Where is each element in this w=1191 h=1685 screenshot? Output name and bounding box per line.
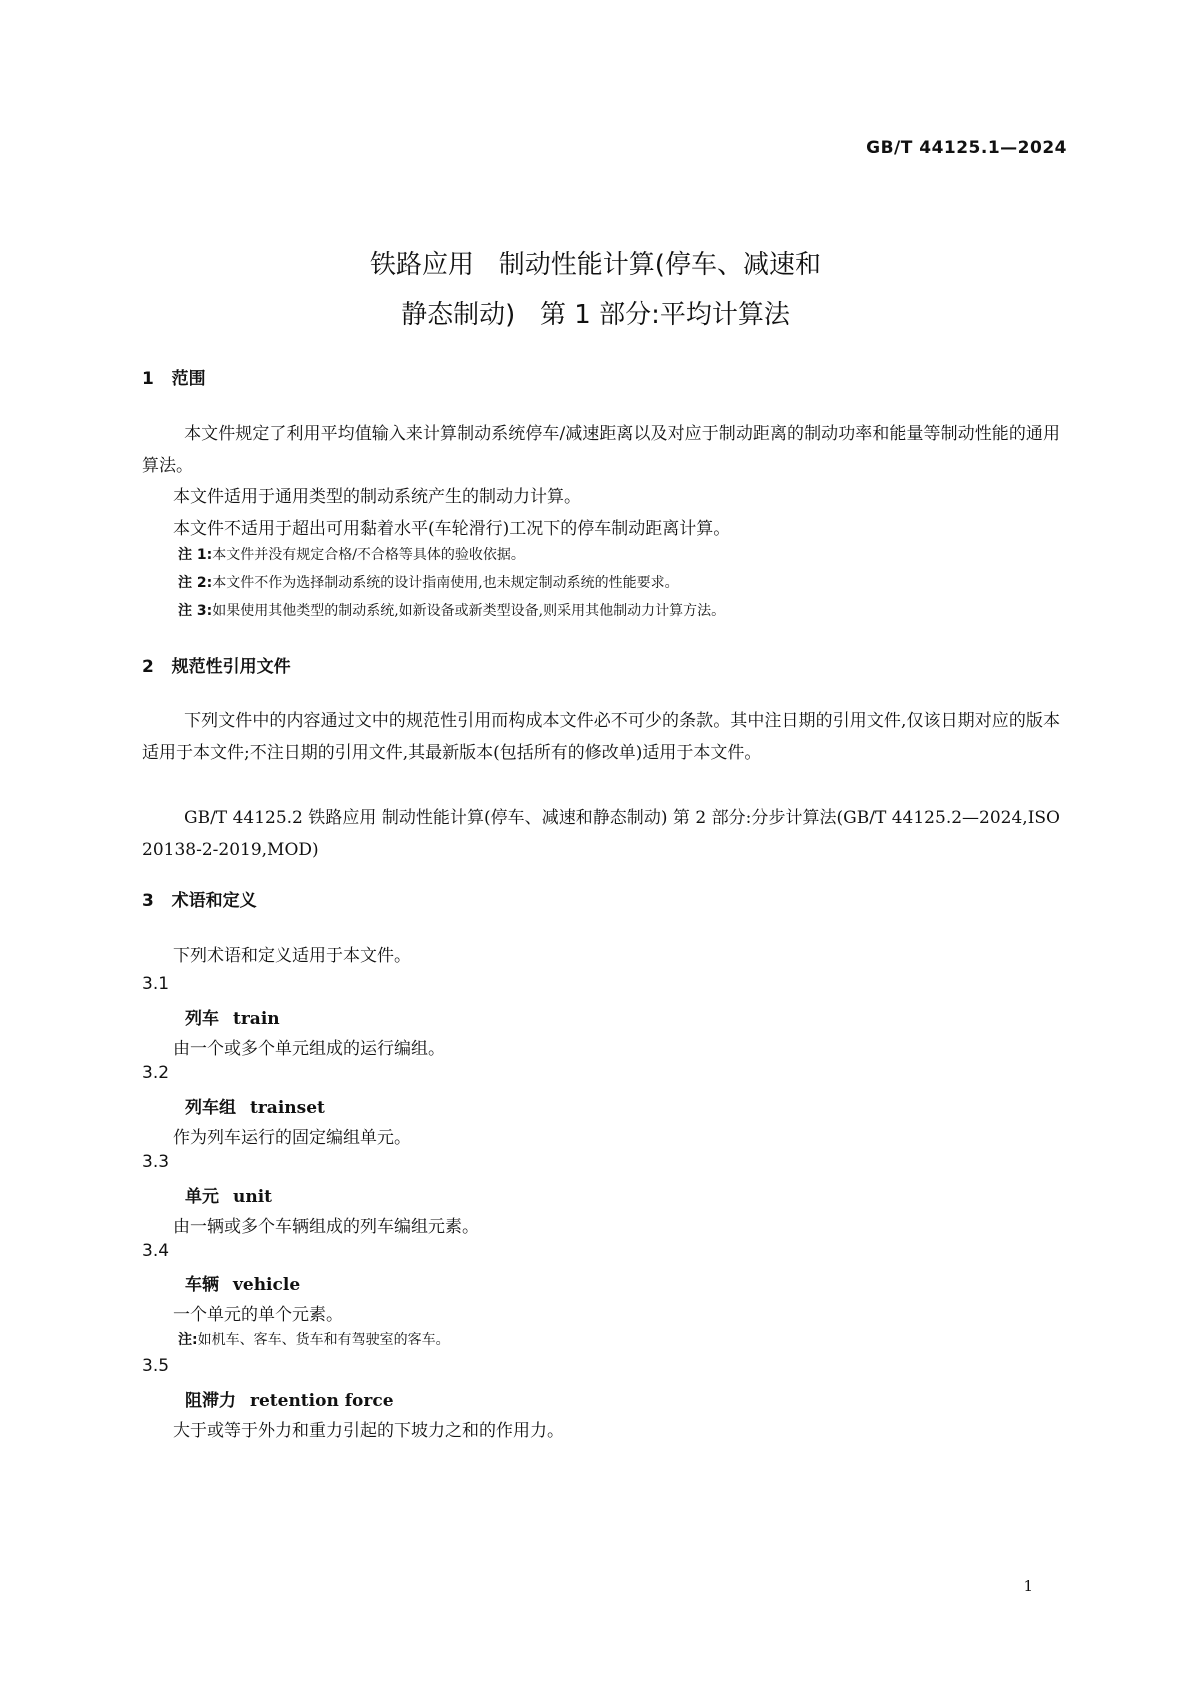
standard-number: GB/T 44125.1—2024 [866,138,1067,158]
page-number: 1 [1023,1577,1033,1595]
section-3-heading: 3 术语和定义 [142,891,257,911]
term-number: 3.2 [142,1063,170,1083]
section-1-note-2: 注 2:本文件不作为选择制动系统的设计指南使用,也未规定制动系统的性能要求。 [178,575,679,591]
term-number: 3.3 [142,1152,170,1172]
term-number: 3.1 [142,974,170,994]
title-line-2: 静态制动) 第 1 部分:平均计算法 [401,300,790,330]
section-1-note-1: 注 1:本文件并没有规定合格/不合格等具体的验收依据。 [178,547,525,563]
term-definition: 作为列车运行的固定编组单元。 [173,1128,411,1148]
term-name: 车辆 vehicle [185,1275,301,1295]
section-1-paragraph-3: 本文件不适用于超出可用黏着水平(车轮滑行)工况下的停车制动距离计算。 [173,519,731,539]
term-definition: 由一辆或多个车辆组成的列车编组元素。 [173,1217,479,1237]
term-name: 列车 train [185,1009,280,1029]
section-3-intro: 下列术语和定义适用于本文件。 [173,946,411,966]
section-2-heading: 2 规范性引用文件 [142,657,291,677]
section-1-note-3: 注 3:如果使用其他类型的制动系统,如新设备或新类型设备,则采用其他制动力计算方法。 [178,603,726,619]
term-definition: 由一个或多个单元组成的运行编组。 [173,1039,445,1059]
term-definition: 大于或等于外力和重力引起的下坡力之和的作用力。 [173,1421,564,1441]
section-1-paragraph-2: 本文件适用于通用类型的制动系统产生的制动力计算。 [173,487,581,507]
term-number: 3.5 [142,1356,170,1376]
term-name: 单元 unit [185,1187,273,1207]
document-title [0,240,1191,340]
section-1-paragraph-1: 本文件规定了利用平均值输入来计算制动系统停车/减速距离以及对应于制动距离的制动功率和能量等制动性能的通用算法。 [142,424,1060,476]
term-name: 列车组 trainset [185,1098,325,1118]
section-2-paragraph-1: 下列文件中的内容通过文中的规范性引用而构成本文件必不可少的条款。其中注日期的引用文件,仅该日期对应的版本适用于本文件;不注日期的引用文件,其最新版本(包括所有的修改单)适用于本文件。 [142,711,1060,763]
section-1-heading: 1 范围 [142,369,206,389]
normative-reference: GB/T 44125.2 铁路应用 制动性能计算(停车、减速和静态制动) 第 2 部分:分步计算法(GB/T 44125.2—2024,ISO 20138-2-2019,MOD) [142,808,1060,860]
term-number: 3.4 [142,1241,170,1261]
term-name: 阻滞力 retention force [185,1391,394,1411]
term-definition: 一个单元的单个元素。 [173,1305,343,1325]
term-note: 注:如机车、客车、货车和有驾驶室的客车。 [178,1332,450,1348]
title-line-1: 铁路应用 制动性能计算(停车、减速和 [370,250,821,280]
